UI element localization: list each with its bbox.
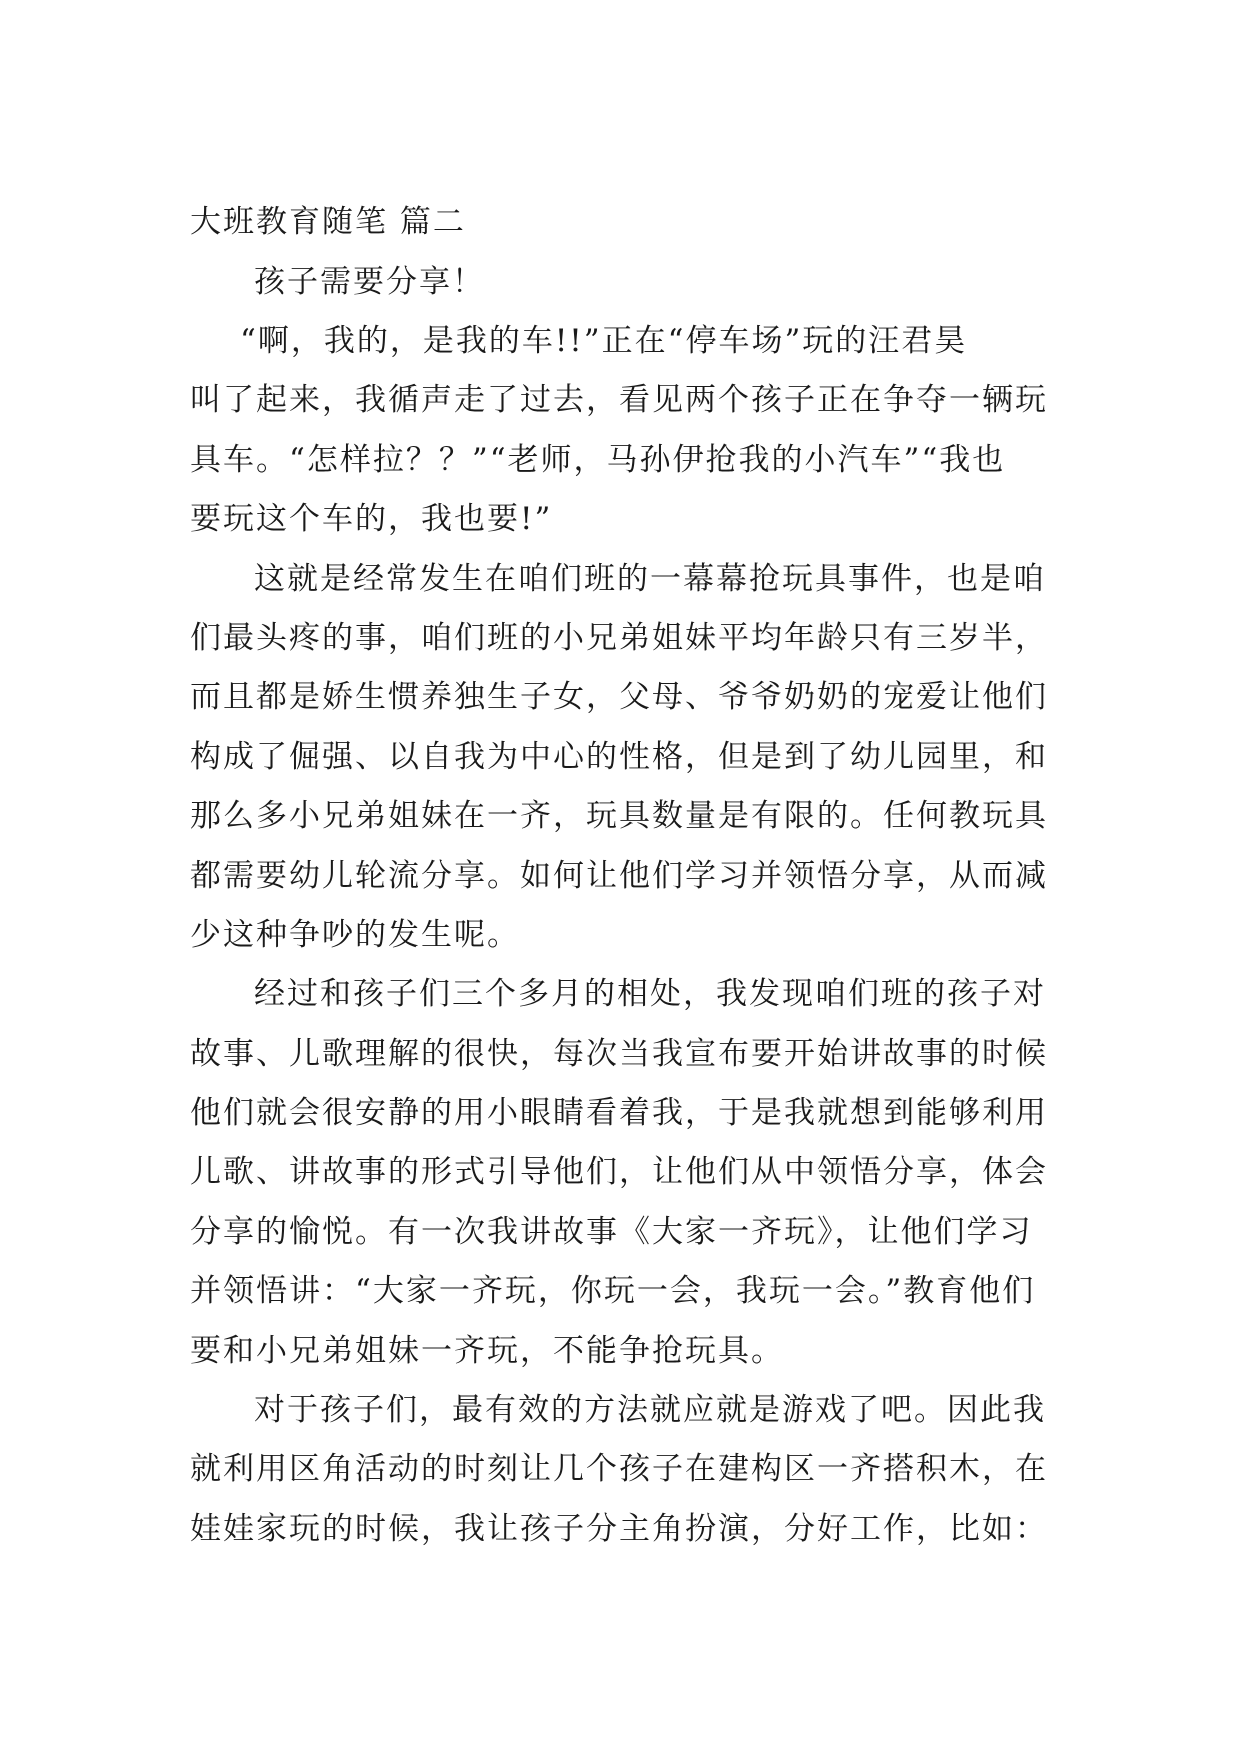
paragraph-3 (190, 965, 1060, 1381)
paragraph-4 (190, 1381, 1060, 1559)
paragraph-line: 构成了倔强、以自我为中心的性格，但是到了幼儿园里，和 (190, 738, 1048, 775)
document-body (190, 192, 1060, 1559)
paragraph-2 (190, 550, 1060, 966)
paragraph-line: 经过和孩子们三个多月的相处，我发现咱们班的孩子对 (254, 976, 1046, 1013)
paragraph-line: 并领悟讲：“大家一齐玩，你玩一会，我玩一会。”教育他们 (190, 1273, 1036, 1310)
paragraph-line: 都需要幼儿轮流分享。如何让他们学习并领悟分享，从而减 (190, 857, 1048, 894)
paragraph-1 (190, 312, 1060, 550)
section-title: 大班教育随笔 篇二 (190, 204, 466, 240)
paragraph-line: 们最头疼的事，咱们班的小兄弟姐妹平均年龄只有三岁半， (190, 619, 1048, 656)
paragraph-line: 要和小兄弟姐妹一齐玩，不能争抢玩具。 (190, 1332, 784, 1369)
paragraph-line: 他们就会很安静的用小眼睛看着我，于是我就想到能够利用 (190, 1095, 1048, 1132)
paragraph-line: 少这种争吵的发生呢。 (190, 916, 520, 953)
paragraph-line: 娃娃家玩的时候，我让孩子分主角扮演，分好工作，比如： (190, 1510, 1048, 1547)
paragraph-line: 这就是经常发生在咱们班的一幕幕抢玩具事件，也是咱 (254, 560, 1046, 597)
paragraph-line: 而且都是娇生惯养独生子女，父母、爷爷奶奶的宠爱让他们 (190, 679, 1048, 716)
paragraph-line: “啊，我的，是我的车!!”正在“停车场”玩的汪君昊 (240, 323, 968, 359)
paragraph-line: 儿歌、讲故事的形式引导他们，让他们从中领悟分享，体会 (190, 1154, 1048, 1191)
paragraph-line: 具车。“怎样拉？？”“老师，马孙伊抢我的小汽车”“我也 (190, 441, 1006, 478)
paragraph-line: 那么多小兄弟姐妹在一齐，玩具数量是有限的。任何教玩具 (190, 798, 1048, 835)
paragraph-line: 要玩这个车的，我也要!” (190, 501, 553, 538)
section-subtitle: 孩子需要分享！ (254, 264, 485, 300)
paragraph-line: 故事、儿歌理解的很快，每次当我宣布要开始讲故事的时候 (190, 1035, 1048, 1072)
paragraph-line: 对于孩子们，最有效的方法就应就是游戏了吧。因此我 (254, 1392, 1046, 1429)
paragraph-line: 分享的愉悦。有一次我讲故事《大家一齐玩》，让他们学习 (190, 1213, 1033, 1250)
paragraph-line: 就利用区角活动的时刻让几个孩子在建构区一齐搭积木，在 (190, 1451, 1048, 1488)
paragraph-line: 叫了起来，我循声走了过去，看见两个孩子正在争夺一辆玩 (190, 382, 1048, 419)
